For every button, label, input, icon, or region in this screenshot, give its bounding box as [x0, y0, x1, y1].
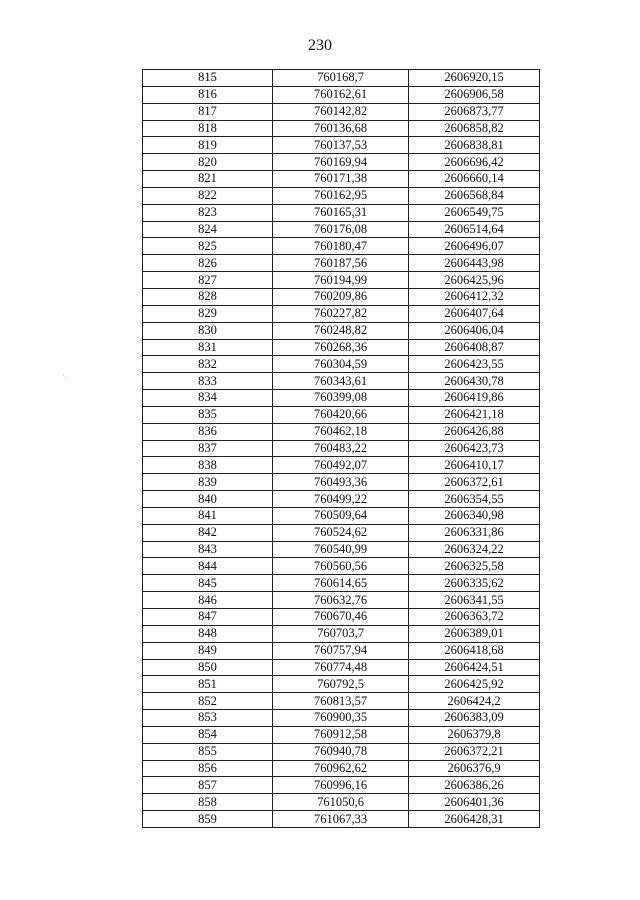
point-number-cell: 829: [143, 305, 273, 322]
table-row: [143, 592, 540, 609]
point-number-cell: 841: [143, 507, 273, 524]
x-coordinate-cell: 760560,56: [273, 558, 409, 575]
point-number-cell: 832: [143, 356, 273, 373]
point-number-cell: 833: [143, 373, 273, 390]
y-coordinate-cell: 2606354,55: [409, 491, 540, 508]
x-coordinate-cell: 760399,08: [273, 390, 409, 407]
y-coordinate-cell: 2606324,22: [409, 541, 540, 558]
point-number-cell: 821: [143, 171, 273, 188]
x-coordinate-cell: 760137,53: [273, 137, 409, 154]
x-coordinate-cell: 760248,82: [273, 322, 409, 339]
point-number-cell: 823: [143, 204, 273, 221]
table-row: [143, 356, 540, 373]
y-coordinate-cell: 2606401,36: [409, 794, 540, 811]
table-row: [143, 726, 540, 743]
x-coordinate-cell: 761050,6: [273, 794, 409, 811]
table-row: [143, 221, 540, 238]
y-coordinate-cell: 2606568,84: [409, 187, 540, 204]
table-row: [143, 120, 540, 137]
x-coordinate-cell: 760483,22: [273, 440, 409, 457]
table-row: [143, 305, 540, 322]
x-coordinate-cell: 760493,36: [273, 474, 409, 491]
point-number-cell: 837: [143, 440, 273, 457]
x-coordinate-cell: 760165,31: [273, 204, 409, 221]
x-coordinate-cell: 760343,61: [273, 373, 409, 390]
point-number-cell: 855: [143, 743, 273, 760]
x-coordinate-cell: 760187,56: [273, 255, 409, 272]
x-coordinate-cell: 760940,78: [273, 743, 409, 760]
point-number-cell: 843: [143, 541, 273, 558]
table-row: [143, 693, 540, 710]
table-row: [143, 440, 540, 457]
x-coordinate-cell: 760162,95: [273, 187, 409, 204]
point-number-cell: 836: [143, 423, 273, 440]
y-coordinate-cell: 2606372,21: [409, 743, 540, 760]
y-coordinate-cell: 2606379,8: [409, 726, 540, 743]
point-number-cell: 828: [143, 288, 273, 305]
y-coordinate-cell: 2606426,88: [409, 423, 540, 440]
y-coordinate-cell: 2606406,04: [409, 322, 540, 339]
table-row: [143, 204, 540, 221]
y-coordinate-cell: 2606418,68: [409, 642, 540, 659]
y-coordinate-cell: 2606386,26: [409, 777, 540, 794]
y-coordinate-cell: 2606421,18: [409, 406, 540, 423]
point-number-cell: 822: [143, 187, 273, 204]
x-coordinate-cell: 760774,48: [273, 659, 409, 676]
table-row: [143, 457, 540, 474]
scan-speck: ·.: [62, 371, 67, 380]
point-number-cell: 818: [143, 120, 273, 137]
table-row: [143, 288, 540, 305]
point-number-cell: 817: [143, 103, 273, 120]
x-coordinate-cell: 760912,58: [273, 726, 409, 743]
y-coordinate-cell: 2606363,72: [409, 609, 540, 626]
y-coordinate-cell: 2606423,55: [409, 356, 540, 373]
point-number-cell: 849: [143, 642, 273, 659]
table-row: [143, 811, 540, 828]
coordinates-table: [142, 69, 540, 828]
point-number-cell: 851: [143, 676, 273, 693]
y-coordinate-cell: 2606696,42: [409, 154, 540, 171]
x-coordinate-cell: 760996,16: [273, 777, 409, 794]
x-coordinate-cell: 760420,66: [273, 406, 409, 423]
table-row: [143, 575, 540, 592]
x-coordinate-cell: 760540,99: [273, 541, 409, 558]
y-coordinate-cell: 2606428,31: [409, 811, 540, 828]
y-coordinate-cell: 2606425,96: [409, 272, 540, 289]
table-row: [143, 760, 540, 777]
table-row: [143, 524, 540, 541]
y-coordinate-cell: 2606873,77: [409, 103, 540, 120]
table-row: [143, 339, 540, 356]
y-coordinate-cell: 2606906,58: [409, 86, 540, 103]
table-row: [143, 794, 540, 811]
table-row: [143, 423, 540, 440]
table-row: [143, 625, 540, 642]
y-coordinate-cell: 2606419,86: [409, 390, 540, 407]
x-coordinate-cell: 760670,46: [273, 609, 409, 626]
point-number-cell: 844: [143, 558, 273, 575]
x-coordinate-cell: 760180,47: [273, 238, 409, 255]
table-row: [143, 474, 540, 491]
x-coordinate-cell: 760962,62: [273, 760, 409, 777]
y-coordinate-cell: 2606496,07: [409, 238, 540, 255]
x-coordinate-cell: 760168,7: [273, 70, 409, 87]
table-row: [143, 390, 540, 407]
x-coordinate-cell: 760171,38: [273, 171, 409, 188]
point-number-cell: 850: [143, 659, 273, 676]
point-number-cell: 854: [143, 726, 273, 743]
table-row: [143, 491, 540, 508]
y-coordinate-cell: 2606424,2: [409, 693, 540, 710]
point-number-cell: 827: [143, 272, 273, 289]
y-coordinate-cell: 2606372,61: [409, 474, 540, 491]
table-row: [143, 70, 540, 87]
y-coordinate-cell: 2606425,92: [409, 676, 540, 693]
x-coordinate-cell: 761067,33: [273, 811, 409, 828]
table-row: [143, 558, 540, 575]
point-number-cell: 815: [143, 70, 273, 87]
page-number: 230: [308, 37, 332, 54]
x-coordinate-cell: 760813,57: [273, 693, 409, 710]
point-number-cell: 846: [143, 592, 273, 609]
x-coordinate-cell: 760900,35: [273, 710, 409, 727]
table-row: [143, 743, 540, 760]
point-number-cell: 838: [143, 457, 273, 474]
y-coordinate-cell: 2606331,86: [409, 524, 540, 541]
y-coordinate-cell: 2606838,81: [409, 137, 540, 154]
point-number-cell: 816: [143, 86, 273, 103]
y-coordinate-cell: 2606325,58: [409, 558, 540, 575]
table-row: [143, 373, 540, 390]
y-coordinate-cell: 2606443,98: [409, 255, 540, 272]
point-number-cell: 825: [143, 238, 273, 255]
x-coordinate-cell: 760703,7: [273, 625, 409, 642]
point-number-cell: 852: [143, 693, 273, 710]
point-number-cell: 840: [143, 491, 273, 508]
x-coordinate-cell: 760304,59: [273, 356, 409, 373]
table-row: [143, 137, 540, 154]
x-coordinate-cell: 760194,99: [273, 272, 409, 289]
x-coordinate-cell: 760524,62: [273, 524, 409, 541]
table-row: [143, 710, 540, 727]
point-number-cell: 826: [143, 255, 273, 272]
y-coordinate-cell: 2606514,64: [409, 221, 540, 238]
table-row: [143, 659, 540, 676]
point-number-cell: 819: [143, 137, 273, 154]
y-coordinate-cell: 2606335,62: [409, 575, 540, 592]
y-coordinate-cell: 2606408,87: [409, 339, 540, 356]
x-coordinate-cell: 760227,82: [273, 305, 409, 322]
x-coordinate-cell: 760632,76: [273, 592, 409, 609]
y-coordinate-cell: 2606920,15: [409, 70, 540, 87]
table-row: [143, 322, 540, 339]
x-coordinate-cell: 760757,94: [273, 642, 409, 659]
table-row: [143, 86, 540, 103]
x-coordinate-cell: 760169,94: [273, 154, 409, 171]
point-number-cell: 845: [143, 575, 273, 592]
y-coordinate-cell: 2606389,01: [409, 625, 540, 642]
x-coordinate-cell: 760492,07: [273, 457, 409, 474]
x-coordinate-cell: 760614,65: [273, 575, 409, 592]
x-coordinate-cell: 760499,22: [273, 491, 409, 508]
point-number-cell: 835: [143, 406, 273, 423]
x-coordinate-cell: 760268,36: [273, 339, 409, 356]
y-coordinate-cell: 2606341,55: [409, 592, 540, 609]
table-row: [143, 187, 540, 204]
point-number-cell: 856: [143, 760, 273, 777]
x-coordinate-cell: 760176,08: [273, 221, 409, 238]
table-row: [143, 642, 540, 659]
y-coordinate-cell: 2606376,9: [409, 760, 540, 777]
point-number-cell: 834: [143, 390, 273, 407]
y-coordinate-cell: 2606424,51: [409, 659, 540, 676]
x-coordinate-cell: 760142,82: [273, 103, 409, 120]
table-row: [143, 507, 540, 524]
y-coordinate-cell: 2606412,32: [409, 288, 540, 305]
y-coordinate-cell: 2606660,14: [409, 171, 540, 188]
table-row: [143, 541, 540, 558]
y-coordinate-cell: 2606410,17: [409, 457, 540, 474]
table-row: [143, 272, 540, 289]
table-row: [143, 238, 540, 255]
coordinates-table-body: [143, 70, 540, 828]
point-number-cell: 839: [143, 474, 273, 491]
point-number-cell: 847: [143, 609, 273, 626]
table-row: [143, 676, 540, 693]
point-number-cell: 824: [143, 221, 273, 238]
point-number-cell: 831: [143, 339, 273, 356]
x-coordinate-cell: 760509,64: [273, 507, 409, 524]
table-row: [143, 171, 540, 188]
y-coordinate-cell: 2606430,78: [409, 373, 540, 390]
table-row: [143, 406, 540, 423]
point-number-cell: 842: [143, 524, 273, 541]
x-coordinate-cell: 760792,5: [273, 676, 409, 693]
table-row: [143, 777, 540, 794]
point-number-cell: 859: [143, 811, 273, 828]
y-coordinate-cell: 2606858,82: [409, 120, 540, 137]
y-coordinate-cell: 2606423,73: [409, 440, 540, 457]
point-number-cell: 830: [143, 322, 273, 339]
point-number-cell: 848: [143, 625, 273, 642]
x-coordinate-cell: 760462,18: [273, 423, 409, 440]
table-row: [143, 609, 540, 626]
point-number-cell: 858: [143, 794, 273, 811]
point-number-cell: 820: [143, 154, 273, 171]
y-coordinate-cell: 2606383,09: [409, 710, 540, 727]
y-coordinate-cell: 2606407,64: [409, 305, 540, 322]
table-row: [143, 255, 540, 272]
x-coordinate-cell: 760209,86: [273, 288, 409, 305]
table-row: [143, 154, 540, 171]
x-coordinate-cell: 760136,68: [273, 120, 409, 137]
point-number-cell: 857: [143, 777, 273, 794]
table-row: [143, 103, 540, 120]
x-coordinate-cell: 760162,61: [273, 86, 409, 103]
y-coordinate-cell: 2606549,75: [409, 204, 540, 221]
point-number-cell: 853: [143, 710, 273, 727]
y-coordinate-cell: 2606340,98: [409, 507, 540, 524]
